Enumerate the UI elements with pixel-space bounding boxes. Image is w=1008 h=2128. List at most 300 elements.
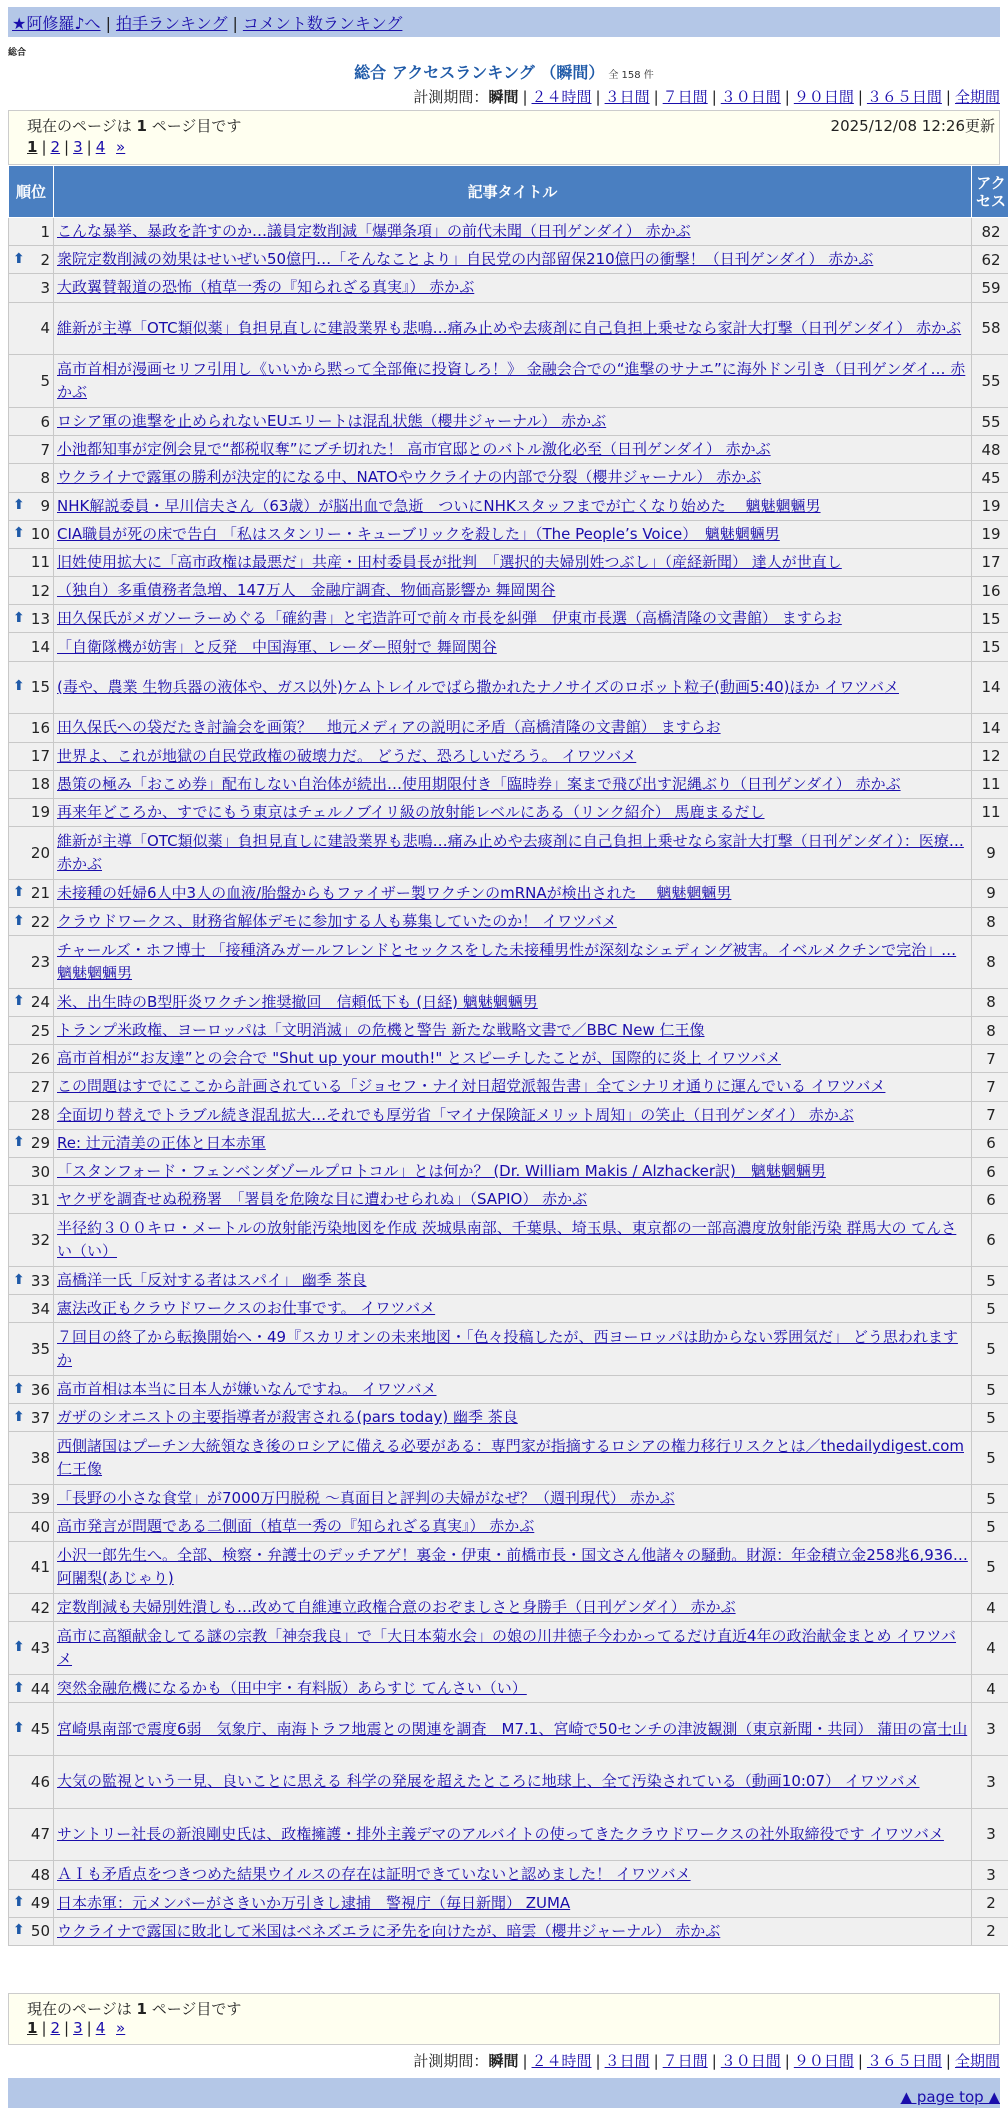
- access-count: 59: [972, 274, 1008, 302]
- article-link[interactable]: ヤクザを調査せぬ税務署 「署員を危険な目に遭わせられぬ」（SAPIO） 赤かぶ: [57, 1190, 588, 1209]
- period-separator: |: [522, 88, 528, 106]
- table-row: [9, 714, 1008, 742]
- rank-number: 17: [30, 747, 50, 766]
- access-count: 14: [972, 661, 1008, 714]
- rank-number: 12: [30, 581, 50, 600]
- article-link[interactable]: この問題はすでにここから計画されている「ジョセフ・ナイ対日超党派報告書」全てシナリオ通りに運んでいる イワツバメ: [57, 1077, 886, 1096]
- article-link[interactable]: 西側諸国はプーチン大統領なき後のロシアに備える必要がある：専門家が指摘するロシアの権力移行リスクとは／thedailydigest.com 仁王像: [57, 1437, 964, 1479]
- period-separator: |: [784, 88, 790, 106]
- up-arrow-icon: ⬆: [13, 609, 25, 626]
- up-arrow-icon: ⬆: [13, 912, 25, 929]
- access-count: 2: [972, 1917, 1008, 1945]
- period-link[interactable]: ３０日間: [720, 88, 781, 106]
- article-link[interactable]: 突然金融危機になるかも（田中宇・有料版）あらすじ てんさい（い）: [57, 1679, 527, 1698]
- pager-top: [8, 110, 1000, 165]
- rank-cell: [9, 1017, 54, 1045]
- period-separator: |: [784, 2052, 790, 2070]
- table-row: [9, 246, 1008, 274]
- title-cell: [54, 1129, 972, 1157]
- rank-cell: [9, 1101, 54, 1129]
- rank-number: 48: [30, 1865, 50, 1884]
- rank-number: 33: [30, 1271, 50, 1290]
- title-cell: [54, 798, 972, 826]
- access-count: 11: [972, 798, 1008, 826]
- page-top: [901, 2088, 1000, 2106]
- up-arrow-icon: ⬆: [13, 1679, 25, 1696]
- access-count: 5: [972, 1376, 1008, 1404]
- article-link[interactable]: ウクライナで露国に敗北して米国はベネズエラに矛先を向けたが、暗雲（櫻井ジャーナル） 赤かぶ: [57, 1921, 721, 1940]
- table-row: [9, 1513, 1008, 1541]
- article-link[interactable]: ウクライナで露軍の勝利が決定的になる中、NATOやウクライナの内部で分裂（櫻井ジャーナル） 赤かぶ: [57, 468, 762, 487]
- table-row: [9, 1594, 1008, 1622]
- access-count: 5: [972, 1541, 1008, 1594]
- access-count: 3: [972, 1861, 1008, 1889]
- rank-cell: [9, 1808, 54, 1861]
- period-link[interactable]: ７日間: [662, 88, 708, 106]
- access-count: 12: [972, 742, 1008, 770]
- article-link[interactable]: （独自）多重債務者急増、147万人 金融庁調査、物価高影響か 舞岡関谷: [57, 581, 556, 600]
- table-row: [9, 436, 1008, 464]
- rank-cell: [9, 742, 54, 770]
- home-link[interactable]: ★阿修羅♪へ: [12, 14, 101, 33]
- period-link[interactable]: 全期間: [954, 88, 1000, 106]
- rank-cell: [9, 1404, 54, 1432]
- rank-cell: [9, 1622, 54, 1675]
- current-page-text: 現在のページは 1 ページ目です: [27, 2000, 242, 2018]
- period-link[interactable]: ９０日間: [793, 88, 854, 106]
- page-link-current: 1: [27, 2019, 38, 2037]
- article-link[interactable]: 田久保氏への袋だたき討論会を画策？ 地元メディアの説明に矛盾（高橋清隆の文書館） ますらお: [57, 718, 721, 737]
- table-row: [9, 1186, 1008, 1214]
- table-row: [9, 1323, 1008, 1376]
- title-cell: [54, 1808, 972, 1861]
- table-row: [9, 605, 1008, 633]
- page-link[interactable]: 2: [50, 2019, 61, 2037]
- article-link[interactable]: 憲法改正もクラウドワークスのお仕事です。 イワツバメ: [57, 1299, 436, 1318]
- title-cell: [54, 1485, 972, 1513]
- access-count: 9: [972, 879, 1008, 907]
- bottom-bar: [8, 2078, 1000, 2108]
- rank-number: 11: [30, 553, 50, 572]
- period-current: 瞬間: [488, 88, 519, 106]
- period-link[interactable]: ３６５日間: [866, 88, 942, 106]
- rank-cell: [9, 407, 54, 435]
- article-link[interactable]: 高市に高額献金してる謎の宗教「神奈我良」で「大日本菊水会」の娘の川井徳子今わかってるだけ直近4年の政治献金まとめ イワツバメ: [57, 1627, 957, 1669]
- article-link[interactable]: 世界よ、これが地獄の自民党政権の破壊力だ。 どうだ、恐ろしいだろう。 イワツバメ: [57, 746, 637, 765]
- rank-number: 46: [30, 1772, 50, 1791]
- period-link[interactable]: ２４時間: [531, 2052, 592, 2070]
- rank-cell: [9, 1432, 54, 1485]
- table-row: [9, 1073, 1008, 1101]
- access-count: 7: [972, 1073, 1008, 1101]
- rank-number: 3: [40, 278, 50, 297]
- access-count: 4: [972, 1594, 1008, 1622]
- article-link[interactable]: 米、出生時のB型肝炎ワクチン推奨撤回 信頼低下も (日経) 魑魅魍魎男: [57, 992, 538, 1011]
- comment-ranking-link[interactable]: コメント数ランキング: [242, 14, 403, 33]
- title-cell: [54, 1861, 972, 1889]
- title-cell: [54, 355, 972, 408]
- title-cell: [54, 1755, 972, 1808]
- access-count: 6: [972, 1186, 1008, 1214]
- article-link[interactable]: 小沢一郎先生へ。全部、検察・弁護士のデッチアゲ！裏金・伊東・前橋市長・国文さん他諸々の騒動。財源：年金積立金258兆6,936… 阿闍梨(あじゃり): [57, 1546, 968, 1588]
- article-link[interactable]: 日本赤軍：元メンバーがさきいか万引きし逮捕 警視庁（毎日新聞） ZUMA: [57, 1893, 571, 1912]
- article-link[interactable]: クラウドワークス、財務省解体デモに参加する人も募集していたのか！ イワツバメ: [57, 912, 617, 931]
- table-row: [9, 1889, 1008, 1917]
- rank-number: 15: [30, 678, 50, 697]
- access-header: アクセス: [972, 166, 1008, 218]
- period-separator: |: [945, 2052, 951, 2070]
- rank-cell: [9, 1157, 54, 1185]
- clap-ranking-link[interactable]: 拍手ランキング: [115, 14, 228, 33]
- total-count: 全 158 件: [608, 70, 654, 81]
- rank-header: 順位: [9, 166, 54, 218]
- article-link[interactable]: サントリー社長の新浪剛史氏は、政権擁護・排外主義デマのアルバイトの使ってきたクラウドワークスの社外取締役です イワツバメ: [57, 1824, 944, 1843]
- access-count: 3: [972, 1808, 1008, 1861]
- period-separator: |: [945, 88, 951, 106]
- table-row: [9, 1017, 1008, 1045]
- article-link[interactable]: 田久保氏がメガソーラーめぐる「確約書」と宅造許可で前々市長を糾弾 伊東市長選（高橋清隆の文書館） ますらお: [57, 609, 842, 628]
- rank-cell: [9, 770, 54, 798]
- article-link[interactable]: Re: 辻元清美の正体と日本赤軍: [57, 1133, 266, 1152]
- period-link[interactable]: ３６５日間: [866, 2052, 942, 2070]
- article-link[interactable]: こんな暴挙、暴政を許すのか…議員定数削減「爆弾条項」の前代未聞（日刊ゲンダイ） 赤かぶ: [57, 222, 691, 241]
- table-row: [9, 1675, 1008, 1703]
- rank-cell: [9, 302, 54, 355]
- article-link[interactable]: 未接種の妊婦6人中3人の血液/胎盤からもファイザー製ワクチンのmRNAが検出された 魑魅魍魎男: [57, 883, 732, 902]
- title-cell: [54, 633, 972, 661]
- access-count: 5: [972, 1432, 1008, 1485]
- period-separator: |: [653, 88, 659, 106]
- table-row: [9, 1101, 1008, 1129]
- table-row: [9, 1157, 1008, 1185]
- article-link[interactable]: ＡＩも矛盾点をつきつめた結果ウイルスの存在は証明できていないと認めました！ イワツバメ: [57, 1865, 691, 1884]
- table-row: [9, 548, 1008, 576]
- article-link[interactable]: 旧姓使用拡大に「高市政権は最悪だ」共産・田村委員長が批判 「選択的夫婦別姓つぶし」（産経新聞） 達人が世直し: [57, 552, 842, 571]
- up-arrow-icon: ⬆: [13, 525, 25, 542]
- rank-number: 31: [30, 1190, 50, 1209]
- article-link[interactable]: 高市首相は本当に日本人が嫌いなんですね。 イワツバメ: [57, 1380, 437, 1399]
- rank-number: 36: [30, 1380, 50, 1399]
- rank-number: 50: [30, 1922, 50, 1941]
- access-count: 17: [972, 548, 1008, 576]
- table-row: [9, 302, 1008, 355]
- ranking-title: 総合 アクセスランキング （瞬間）: [354, 63, 605, 82]
- ranking-table: [8, 165, 1008, 1946]
- period-separator: |: [595, 88, 601, 106]
- article-link[interactable]: 維新が主導「OTC類似薬」負担見直しに建設業界も悲鳴…痛み止めや去痰剤に自己負担上乗せなら家計大打撃（日刊ゲンダイ） 赤かぶ: [57, 318, 962, 337]
- page-separator: |: [64, 138, 70, 156]
- rank-number: 5: [40, 372, 50, 391]
- page-links: [27, 2019, 125, 2037]
- rank-cell: [9, 1675, 54, 1703]
- rank-cell: [9, 605, 54, 633]
- rank-number: 26: [30, 1049, 50, 1068]
- rank-cell: [9, 1129, 54, 1157]
- article-link[interactable]: 高市発言が問題である二側面（植草一秀の『知られざる真実』） 赤かぶ: [57, 1517, 535, 1536]
- access-count: 5: [972, 1513, 1008, 1541]
- page-link[interactable]: 3: [73, 138, 83, 156]
- access-count: 5: [972, 1323, 1008, 1376]
- rank-number: 13: [30, 609, 50, 628]
- table-row: [9, 1703, 1008, 1756]
- rank-cell: [9, 1594, 54, 1622]
- title-cell: [54, 436, 972, 464]
- top-nav-bar: [8, 7, 1000, 37]
- table-row: [9, 1917, 1008, 1945]
- access-count: 7: [972, 1045, 1008, 1073]
- rank-number: 34: [30, 1299, 50, 1318]
- title-cell: [54, 1267, 972, 1295]
- access-count: 9: [972, 827, 1008, 880]
- period-separator: |: [857, 88, 863, 106]
- title-cell: [54, 1703, 972, 1756]
- article-link[interactable]: ガザのシオニストの主要指導者が殺害される(pars today) 幽季 茶良: [57, 1408, 518, 1427]
- period-link[interactable]: ９０日間: [793, 2052, 854, 2070]
- article-link[interactable]: 「長野の小さな食堂」が7000万円脱税 ～真面目と評判の夫婦がなぜ？（週刊現代） 赤かぶ: [57, 1489, 675, 1508]
- title-header: 記事タイトル: [54, 166, 972, 218]
- table-row: [9, 1214, 1008, 1267]
- rank-cell: [9, 436, 54, 464]
- title-cell: [54, 302, 972, 355]
- period-link[interactable]: ３０日間: [720, 2052, 781, 2070]
- table-row: [9, 742, 1008, 770]
- rank-cell: [9, 907, 54, 935]
- rank-cell: [9, 1073, 54, 1101]
- article-link[interactable]: 全面切り替えでトラブル続き混乱拡大…それでも厚労省「マイナ保険証メリット周知」の笑止（日刊ゲンダイ） 赤かぶ: [57, 1105, 854, 1124]
- next-page-link[interactable]: »: [116, 138, 126, 156]
- article-link[interactable]: ７回目の終了から転換開始へ・49『スカリオンの未来地図・「色々投稿したが、西ヨーロッパは助からない雰囲気だ」 どう思われますか: [57, 1328, 958, 1370]
- article-link[interactable]: 宮崎県南部で震度6弱 気象庁、南海トラフ地震との関連を調査 M7.1、宮崎で50センチの津波観測（東京新聞・共同） 蒲田の富士山: [57, 1719, 968, 1738]
- period-separator: |: [711, 88, 717, 106]
- up-arrow-icon: ⬆: [13, 497, 25, 514]
- article-link[interactable]: 衆院定数削減の効果はせいぜい50億円…「そんなことより」自民党の内部留保210億円の衝撃！（日刊ゲンダイ） 赤かぶ: [57, 250, 874, 269]
- page-link-current: 1: [27, 138, 38, 156]
- rank-number: 35: [30, 1340, 50, 1359]
- table-row: [9, 355, 1008, 408]
- title-cell: [54, 661, 972, 714]
- period-current: 瞬間: [488, 2052, 519, 2070]
- article-link[interactable]: 半径約３００キロ・メートルの放射能汚染地図を作成 茨城県南部、千葉県、埼玉県、東京都の一部高濃度放射能汚染 群馬大の てんさい（い）: [57, 1219, 957, 1261]
- up-arrow-icon: ⬆: [13, 1639, 25, 1656]
- rank-number: 27: [30, 1077, 50, 1096]
- rank-cell: [9, 1295, 54, 1323]
- period-link[interactable]: ７日間: [662, 2052, 708, 2070]
- period-link[interactable]: ３日間: [604, 88, 650, 106]
- title-cell: [54, 407, 972, 435]
- rank-number: 6: [40, 412, 50, 431]
- rank-number: 7: [40, 440, 50, 459]
- access-count: 11: [972, 770, 1008, 798]
- title-cell: [54, 1622, 972, 1675]
- rank-cell: [9, 274, 54, 302]
- up-arrow-icon: ⬆: [13, 1380, 25, 1397]
- title-cell: [54, 492, 972, 520]
- article-link[interactable]: 「スタンフォード・フェンベンダゾールプロトコル」とは何か？ (Dr. William Makis / Alzhacker訳) 魑魅魍魎男: [57, 1162, 826, 1181]
- article-link[interactable]: 高市首相が漫画セリフ引用し《いいから黙って全部俺に投資しろ！》 金融会合での“進撃のサナエ”に海外ドン引き（日刊ゲンダイ… 赤かぶ: [57, 360, 966, 402]
- rank-cell: [9, 1513, 54, 1541]
- article-link[interactable]: 高市首相が“お友達”との会合で "Shut up your mouth!" とスピーチしたことが、国際的に炎上 イワツバメ: [57, 1049, 781, 1068]
- title-cell: [54, 1513, 972, 1541]
- article-link[interactable]: トランプ米政権、ヨーロッパは「文明消滅」の危機と警告 新たな戦略文書で／BBC New 仁王像: [57, 1021, 705, 1040]
- rank-number: 44: [30, 1679, 50, 1698]
- title-cell: [54, 218, 972, 246]
- current-page-text: 現在のページは 1 ページ目です: [27, 117, 242, 135]
- period-link[interactable]: ２４時間: [531, 88, 592, 106]
- rank-cell: [9, 492, 54, 520]
- article-link[interactable]: 高橋洋一氏「反対する者はスパイ」 幽季 茶良: [57, 1271, 367, 1290]
- article-link[interactable]: 「自衛隊機が妨害」と反発 中国海軍、レーダー照射で 舞岡関谷: [57, 637, 497, 656]
- up-arrow-icon: ⬆: [13, 884, 25, 901]
- table-row: [9, 1295, 1008, 1323]
- article-link[interactable]: NHK解説委員・早川信夫さん（63歳）が脳出血で急逝 ついにNHKスタッフまでが亡くなり始めた 魑魅魍魎男: [57, 496, 821, 515]
- up-arrow-icon: ⬆: [13, 1271, 25, 1288]
- up-arrow-icon: ⬆: [13, 678, 25, 695]
- rank-number: 8: [40, 468, 50, 487]
- rank-number: 38: [30, 1449, 50, 1468]
- up-arrow-icon: ⬆: [13, 250, 25, 267]
- rank-number: 9: [40, 497, 50, 516]
- rank-cell: [9, 218, 54, 246]
- article-link[interactable]: 再来年どころか、すでにもう東京はチェルノブイリ級の放射能レベルにある（リンク紹介） 馬鹿まるだし: [57, 802, 765, 821]
- rank-cell: [9, 355, 54, 408]
- title-cell: [54, 742, 972, 770]
- page-top-link[interactable]: ▲ page top ▲: [900, 2088, 1000, 2106]
- access-count: 19: [972, 520, 1008, 548]
- article-link[interactable]: 維新が主導「OTC類似薬」負担見直しに建設業界も悲鳴…痛み止めや去痰剤に自己負担上乗せなら家計大打撃（日刊ゲンダイ）：医療… 赤かぶ: [57, 831, 964, 873]
- title-cell: [54, 827, 972, 880]
- rank-number: 10: [30, 525, 50, 544]
- rank-cell: [9, 1214, 54, 1267]
- table-row: [9, 988, 1008, 1016]
- up-arrow-icon: ⬆: [13, 1922, 25, 1939]
- title-cell: [54, 1889, 972, 1917]
- article-link[interactable]: (毒や、農業 生物兵器の液体や、ガス以外)ケムトレイルでばら撒かれたナノサイズのロボット粒子(動画5:40)ほか イワツバメ: [57, 677, 899, 696]
- table-row: [9, 1432, 1008, 1485]
- rank-cell: [9, 936, 54, 989]
- title-cell: [54, 1404, 972, 1432]
- rank-number: 30: [30, 1162, 50, 1181]
- table-row: [9, 577, 1008, 605]
- access-count: 6: [972, 1129, 1008, 1157]
- access-count: 6: [972, 1157, 1008, 1185]
- title-cell: [54, 246, 972, 274]
- page-link[interactable]: 4: [95, 2019, 106, 2037]
- title-cell: [54, 1017, 972, 1045]
- rank-number: 37: [30, 1408, 50, 1427]
- title-cell: [54, 1157, 972, 1185]
- period-label: 計測期間：: [413, 88, 489, 106]
- table-row: [9, 1755, 1008, 1808]
- rank-number: 24: [30, 993, 50, 1012]
- category-label: 総合: [8, 48, 27, 58]
- access-count: 3: [972, 1703, 1008, 1756]
- table-row: [9, 218, 1008, 246]
- access-count: 4: [972, 1622, 1008, 1675]
- pager-bottom: [8, 1993, 1000, 2045]
- access-count: 14: [972, 714, 1008, 742]
- table-row: [9, 1541, 1008, 1594]
- title-cell: [54, 1323, 972, 1376]
- rank-cell: [9, 633, 54, 661]
- title-cell: [54, 1073, 972, 1101]
- access-count: 82: [972, 218, 1008, 246]
- table-row: [9, 1622, 1008, 1675]
- table-row: [9, 492, 1008, 520]
- title-cell: [54, 1675, 972, 1703]
- rank-cell: [9, 520, 54, 548]
- title-cell: [54, 1917, 972, 1945]
- article-link[interactable]: 大気の監視という一見、良いことに思える 科学の発展を超えたところに地球上、全て汚染されている（動画10:07） イワツバメ: [57, 1772, 920, 1791]
- article-link[interactable]: チャールズ・ホフ博士 「接種済みガールフレンドとセックスをした未接種男性が深刻なシェディング被害。イベルメクチンで完治」… 魑魅魍魎男: [57, 940, 957, 982]
- table-row: [9, 770, 1008, 798]
- period-separator: |: [857, 2052, 863, 2070]
- page-link[interactable]: 2: [50, 138, 61, 156]
- rank-cell: [9, 1045, 54, 1073]
- access-count: 4: [972, 1675, 1008, 1703]
- period-link[interactable]: 全期間: [954, 2052, 1000, 2070]
- rank-cell: [9, 464, 54, 492]
- article-link[interactable]: 大政翼賛報道の恐怖（植草一秀の『知られざる真実』） 赤かぶ: [57, 278, 475, 297]
- access-count: 15: [972, 605, 1008, 633]
- page-separator: |: [41, 2019, 47, 2037]
- article-link[interactable]: ロシア軍の進撃を止められないEUエリートは混乱状態（櫻井ジャーナル） 赤かぶ: [57, 412, 607, 431]
- page-links: [27, 138, 125, 156]
- rank-cell: [9, 1186, 54, 1214]
- access-count: 8: [972, 988, 1008, 1016]
- title-cell: [54, 988, 972, 1016]
- page-link[interactable]: 4: [95, 138, 106, 156]
- rank-cell: [9, 798, 54, 826]
- title-cell: [54, 936, 972, 989]
- period-label: 計測期間：: [413, 2052, 489, 2070]
- table-row: [9, 798, 1008, 826]
- table-row: [9, 1861, 1008, 1889]
- next-page-link[interactable]: »: [116, 2019, 126, 2037]
- rank-number: 20: [30, 843, 50, 862]
- rank-number: 2: [40, 250, 50, 269]
- article-link[interactable]: 小池都知事が定例会見で“都税収奪”にブチ切れた！ 高市官邸とのバトル激化必至（日刊ゲンダイ） 赤かぶ: [57, 440, 771, 459]
- rank-cell: [9, 1755, 54, 1808]
- up-arrow-icon: ⬆: [13, 1134, 25, 1151]
- article-link[interactable]: 定数削減も夫婦別姓潰しも…改めて自維連立政権合意のおぞましさと身勝手（日刊ゲンダイ） 赤かぶ: [57, 1598, 736, 1617]
- access-count: 8: [972, 1017, 1008, 1045]
- article-link[interactable]: CIA職員が死の床で告白 「私はスタンリー・キューブリックを殺した」（The People’s Voice） 魑魅魍魎男: [57, 524, 780, 543]
- rank-number: 28: [30, 1106, 50, 1125]
- rank-cell: [9, 1703, 54, 1756]
- access-count: 58: [972, 302, 1008, 355]
- page-separator: |: [64, 2019, 70, 2037]
- up-arrow-icon: ⬆: [13, 993, 25, 1010]
- title-cell: [54, 1045, 972, 1073]
- nav-separator: |: [232, 14, 238, 33]
- access-count: 19: [972, 492, 1008, 520]
- table-row: [9, 1267, 1008, 1295]
- table-row: [9, 407, 1008, 435]
- rank-cell: [9, 1323, 54, 1376]
- rank-cell: [9, 1889, 54, 1917]
- title-cell: [54, 1186, 972, 1214]
- rank-number: 22: [30, 912, 50, 931]
- rank-number: 1: [40, 222, 50, 241]
- rank-number: 32: [30, 1231, 50, 1250]
- title-cell: [54, 1295, 972, 1323]
- table-row: [9, 1404, 1008, 1432]
- period-link[interactable]: ３日間: [604, 2052, 650, 2070]
- rank-cell: [9, 714, 54, 742]
- article-link[interactable]: 愚策の極み「おこめ券」配布しない自治体が続出…使用期限付き「臨時券」案まで飛び出す泥縄ぶり（日刊ゲンダイ） 赤かぶ: [57, 774, 901, 793]
- rank-number: 14: [30, 638, 50, 657]
- page-link[interactable]: 3: [73, 2019, 83, 2037]
